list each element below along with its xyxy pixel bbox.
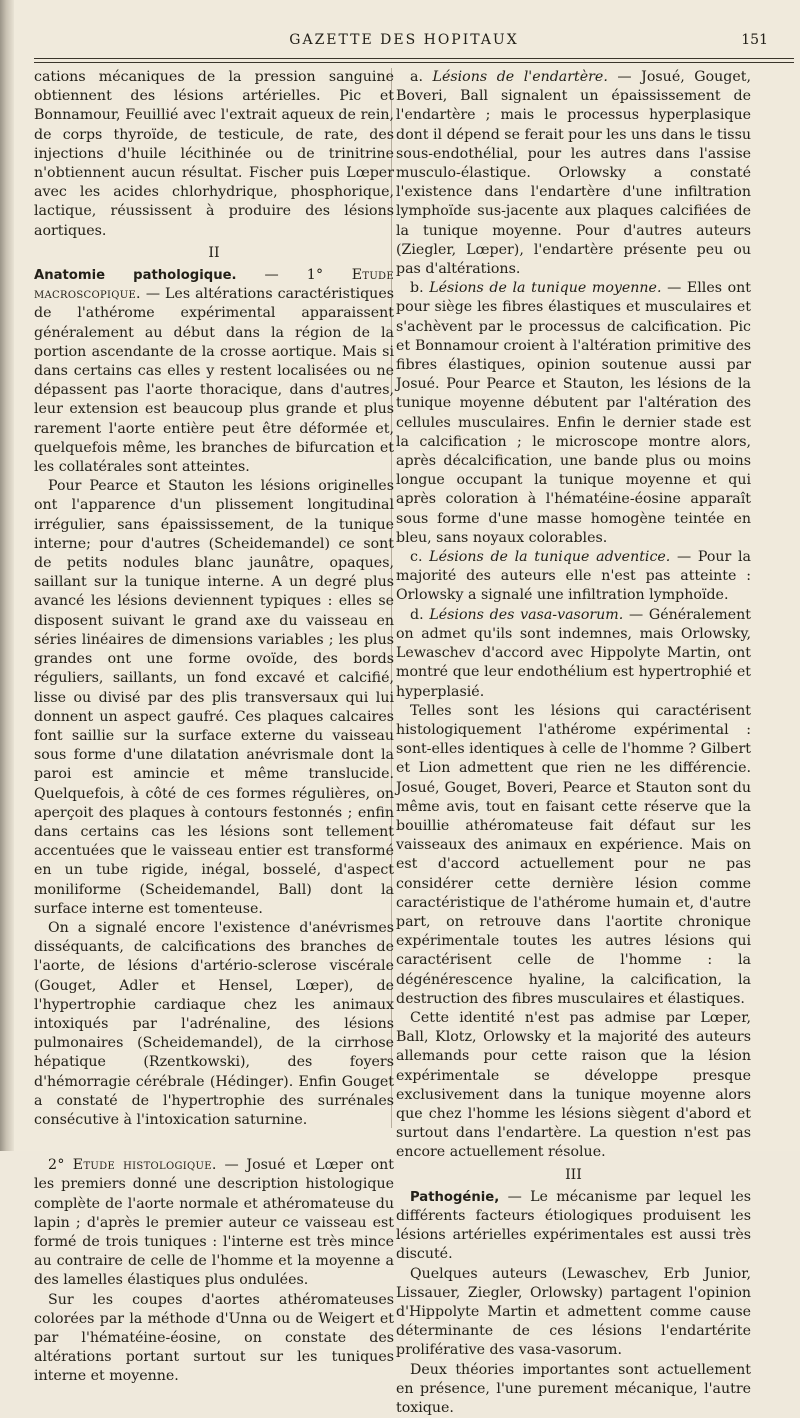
paragraph: Pour Pearce et Stauton les lésions originelles ont l'apparence d'un plissement longitudinal irrégulier, sans épaississement, de la tunique interne; pour d'autres (Scheidemandel) ce sont de petits nodules blanc jaunâtre, opaques, saillant sur la tunique interne. A un degré plus avancé les lésions deviennent typiques : elles se disposent suivant le grand axe du vaisseau en séries linéaires de dimensions variables ; les plus grandes ont une forme ovoïde, des bords réguliers, saillants, un fond excavé et calcifié, lisse ou divisé par des plis transversaux qui lui donnent un aspect gaufré. Ces plaques calcaires font saillie sur la surface externe du vaisseau sous forme d'une dilatation anévrismale dont la paroi est amincie et même translucide. Quelquefois, à côté de ces formes régulières, on aperçoit des plaques à contours festonnés ; enfin dans certains cas les lésions sont tellement accentuées que le vaisseau entier est transformé en un tube rigide, inégal, bosselé, d'aspect moniliforme (Scheidemandel, Ball) dont la surface interne est tomenteuse. [34,478,394,917]
item-title: Lésions des vasa-vasorum. [429,606,624,623]
paragraph-anatomie: Anatomie pathologique. — 1° Etude macroscopique. — Les altérations caractéristiques de l'athérome expérimental apparaissent généralement au début dans la région de la portion ascendante de la crosse aortique. Mais si dans certains cas elles y restent localisées ou ne dépassent pas l'aorte thoracique, dans d'autres, leur extension est beaucoup plus grande et plus rarement l'aorte entière peut être déformée et, quelquefois même, les branches de bifurcation et les collatérales sont atteintes. [34,267,394,476]
list-label: a. [410,69,433,85]
spacer [34,1130,394,1156]
book-binding-edge [0,0,14,1151]
paragraph-lesions-c [396,548,751,606]
journal-title: GAZETTE DES HOPITAUX [289,32,519,48]
section-heading: Pathogénie, [410,1189,500,1205]
section-number: II [208,244,220,261]
header-rule-thin [34,62,794,63]
list-label: c. [410,549,430,566]
paragraph-pathogenie [396,1188,751,1265]
item-title: Lésions de la tunique moyenne. [429,280,662,297]
paragraph-text: — Les altérations caractéristiques de l'athérome expérimental apparaissent généralement au début dans la région de la portion ascendante de la crosse aortique. Mais si dans certains cas elles y restent localisées ou ne dépassent pas l'aorte thoracique, dans d'autres, leur extension est beaucoup plus grande et plus rarement l'aorte entière peut être déformée et, quelquefois même, les branches de bifurcation et les collatérales sont atteintes. [34,286,394,476]
item-title: Lésions de l'endartère. [432,69,608,85]
paragraph: Deux théories importantes sont actuellement en présence, l'une purement mécanique, l'autre toxique. [396,1361,751,1417]
list-label: b. [410,280,430,297]
paragraph: Telles sont les lésions qui caractérisent histologiquement l'athérome expérimental : sont-elles identiques à celle de l'homme ? Gilbert et Lion admettent que rien ne les différencie. Josué, Gouget, Boveri, Pearce et Stauton sont du même avis, tout en faisant cette réserve que la bouillie athéromateuse fait défaut sur les vaisseaux des animaux en expérience. Mais on est d'accord actuellement pour ne pas considérer cette dernière lésion comme caractéristique de l'athérome humain et, d'autre part, on retrouve dans l'aortite chronique expérimentale toutes les autres lésions qui caractérisent celle de l'homme : la dégénérescence hyaline, la calcification, la destruction des fibres musculaires et élastiques. [396,702,751,1007]
paragraph-text: — Elles ont pour siège les fibres élastiques et musculaires et s'achèvent par le processus de calcification. Pic et Bonnamour croient à l'altération primitive des fibres élastiques, opinion soutenue aussi par Josué. Pour Pearce et Stauton, les lésions de la tunique moyenne débutent par l'altération des cellules musculaires. Enfin le dernier stade est la calcification ; le microscope montre alors, après décalcification, une bande plus ou moins longue occupant la tunique moyenne et qui après coloration à l'hématéine-éosine apparaît sous forme d'une masse homogène teintée en bleu, sans noyaux colorables. [396,280,751,546]
paragraph-text: — Josué et Lœper ont les premiers donné une description histologique complète de l'aorte normale et athéromateuse du lapin ; d'après le premier auteur ce vaisseau est formé de trois tuniques : l'interne est très mince au contraire de celle de l'homme et la moyenne a des lamelles élastiques plus ondulées. [34,1157,395,1289]
header-rule [34,58,794,59]
paragraph-lesions-b [396,279,751,548]
right-column [396,68,751,1418]
paragraph-text: — Le mécanisme par lequel les différents facteurs étiologiques produisent les lésions artérielles expérimentales est aussi très discuté. [396,1188,751,1263]
item-title: Lésions de la tunique adventice. [429,549,671,566]
paragraph: On a signalé encore l'existence d'anévrismes disséquants, de calcifications des branches de l'aorte, de lésions d'artério-sclerose viscérale (Gouget, Adler et Hensel, Lœper), de l'hypertrophie cardiaque chez les animaux intoxiqués par l'adrénaline, des lésions pulmonaires (Scheidemandel), de la cirrhose hépatique (Rzentkowski), des foyers d'hémorragie cérébrale (Hédinger). Enfin Gouget a constaté de l'hypertrophie des surrénales consécutive à l'intoxication saturnine. [34,919,394,1128]
paragraph-lesions-d [396,606,751,702]
page-number: 151 [741,32,768,48]
paragraph-text: — Josué, Gouget, Boveri, Ball signalent un épaississement de l'endartère ; mais le processus hyperplasique dont il dépend se ferait pour les uns dans le tissu sous-endothélial, pour les autres dans l'assise musculo-élastique. Orlowsky a constaté l'existence dans l'endartère d'une infiltration lymphoïde sus-jacente aux plaques calcifiées de la tunique moyenne. Pour d'autres auteurs (Ziegler, Lœper), l'endartère présente peu ou pas d'altérations. [396,69,751,278]
paragraph: cations mécaniques de la pression sanguine obtiennent des lésions artérielles. Pic et Bonnamour, Feuillié avec l'extrait aqueux de rein, de corps thyroïde, de testicule, de rate, des injections d'huile lécithinée ou de trinitrine n'obtiennent aucun résultat. Fischer puis Lœper avec les acides chlorhydrique, phosphorique, lactique, réussissent à produire des lésions aortiques. [34,69,394,239]
subsection-heading: 1° Etude macroscopique. [34,267,394,303]
paragraph-text: — Pour la majorité des auteurs elle n'est pas atteinte : Orlowsky a signalé une infiltration lymphoïde. [396,549,752,604]
paragraph-lesions-a [396,68,751,279]
paragraph: Quelques auteurs (Lewaschev, Erb Junior, Lissauer, Ziegler, Orlowsky) partagent l'opinion d'Hippolyte Martin et admettent comme cause déterminante de ces lésions l'endartérite proliférative des vasa-vasorum. [396,1265,751,1359]
list-label: d. [410,606,430,623]
document-page [14,0,800,1417]
paragraph-histologie [34,1156,394,1290]
section-heading: Anatomie pathologique. [34,268,237,284]
paragraph: Sur les coupes d'aortes athéromateuses colorées par la méthode d'Unna ou de Weigert et par l'hématéine-éosine, on constate des altérations portant surtout sur les tuniques interne et moyenne. [34,1291,394,1385]
page-header [34,32,786,52]
paragraph-text: — Généralement on admet qu'ils sont indemnes, mais Orlowsky, Lewaschev d'accord avec Hippolyte Martin, ont montré que leur endothélium est hypertrophié et hyperplasié. [396,606,751,700]
subsection-heading: 2° Etude histologique. [48,1157,217,1174]
left-column [34,68,394,1387]
paragraph: Cette identité n'est pas admise par Lœper, Ball, Klotz, Orlowsky et la majorité des auteurs allemands pour cette raison que la lésion expérimentale se développe presque exclusivement dans la tunique moyenne alors que chez l'homme les lésions siègent d'abord et surtout dans l'endartère. La question n'est pas encore actuellement résolue. [396,1009,751,1161]
section-number: III [565,1166,582,1183]
